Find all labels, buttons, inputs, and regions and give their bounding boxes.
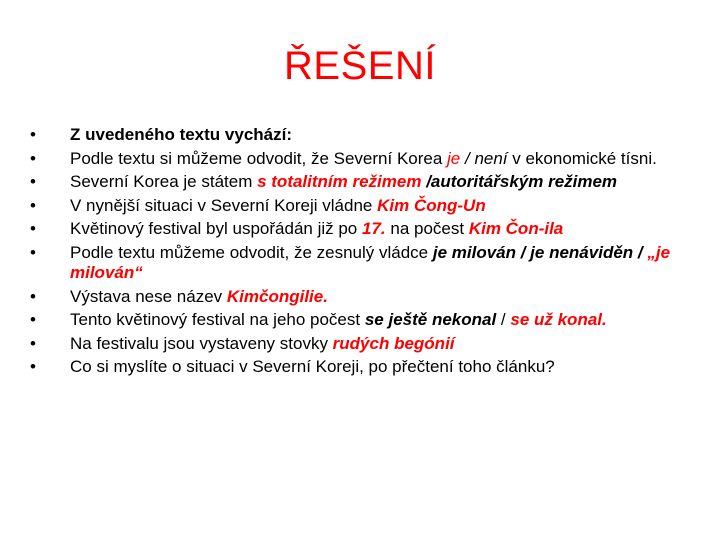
list-item (30, 196, 680, 216)
page-title: ŘEŠENÍ (284, 44, 436, 88)
bullet-icon: • (30, 310, 36, 330)
list-item (30, 287, 680, 307)
list-item-text: Kim Čong-Un (377, 195, 486, 215)
list-item-text: Podle textu můžeme odvodit, že zesnulý vládce (70, 242, 433, 262)
list-item-text: rudých begónií (332, 333, 455, 353)
list-item-text: Severní Korea je státem (70, 172, 258, 192)
list-item (30, 310, 680, 330)
list-item-text: s totalitním režimem (257, 172, 422, 192)
list-item-text: je (447, 148, 461, 168)
bullet-icon: • (30, 148, 36, 168)
list-item-text: V nynější situaci v Severní Koreji vládne (70, 195, 378, 215)
list-item (30, 219, 680, 239)
list-item-text: /autoritářským režimem (421, 172, 618, 192)
list-item (30, 334, 680, 354)
list-item-text: Kimčongilie. (226, 286, 328, 306)
list-item-text: v ekonomické tísni. (507, 148, 657, 168)
list-item-text: Na festivalu jsou vystaveny stovky (70, 333, 333, 353)
bullet-icon: • (30, 357, 36, 377)
list-item-text: Výstava nese název (70, 286, 227, 306)
list-item (30, 357, 680, 377)
bullet-icon: • (30, 219, 36, 239)
bullet-list (30, 125, 680, 381)
bullet-icon: • (30, 125, 36, 144)
list-item (30, 125, 680, 145)
list-item (30, 149, 680, 169)
list-item-text: Z uvedeného textu vychází: (70, 125, 292, 144)
bullet-icon: • (30, 195, 36, 215)
list-item-text: není (474, 148, 508, 168)
bullet-icon: • (30, 242, 36, 262)
list-item-text: na počest (385, 219, 469, 239)
list-item-text: Květinový festival byl uspořádán již po (70, 219, 362, 239)
list-item-text: Kim Čon-ila (468, 219, 564, 239)
list-item-text: se už konal. (510, 310, 607, 330)
list-item-text: je milován / je nenáviděn / (432, 242, 648, 262)
bullet-icon: • (30, 333, 36, 353)
list-item-text: „je milován“ (70, 242, 671, 282)
list-item-text: se ještě nekonal (364, 310, 497, 330)
bullet-icon: • (30, 172, 36, 192)
bullet-icon: • (30, 286, 36, 306)
list-item-text: Co si myslíte o situaci v Severní Koreji, po přečtení toho článku? (70, 357, 555, 377)
list-item-text: / (496, 310, 511, 330)
list-item (30, 243, 680, 283)
list-item-text: Tento květinový festival na jeho počest (70, 310, 365, 330)
list-item (30, 172, 680, 192)
list-item-text: 17. (362, 219, 386, 239)
list-item-text: Podle textu si můžeme odvodit, že Severní Korea (70, 148, 448, 168)
list-item-text: / (460, 148, 475, 168)
